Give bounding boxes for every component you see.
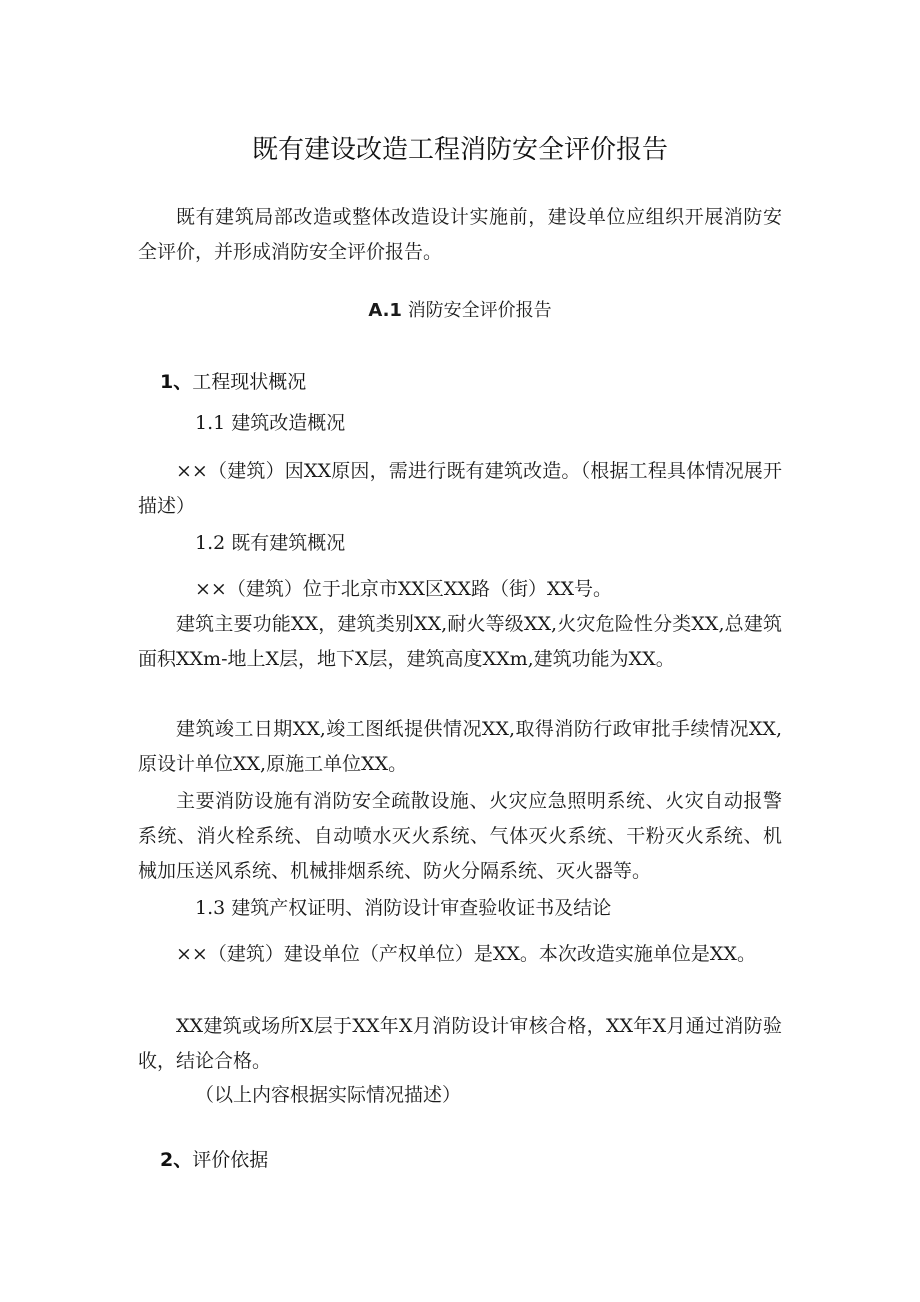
heading-2-number: 2、: [160, 1149, 193, 1171]
paragraph-1-1: ××（建筑）因XX原因，需进行既有建筑改造。（根据工程具体情况展开描述）: [138, 460, 782, 517]
paragraph-1-2-location: ××（建筑）位于北京市XX区XX路（街）XX号。: [195, 578, 612, 600]
heading-1: [160, 367, 306, 397]
paragraph-1-2-facilities: 主要消防设施有消防安全疏散设施、火灾应急照明系统、火灾自动报警系统、消火栓系统、自动喷水灭火系统、气体灭火系统、干粉灭火系统、机械加压送风系统、机械排烟系统、防火分隔系统、灭火器等。: [138, 790, 782, 882]
paragraph-1-2-completion: 建筑竣工日期XX,竣工图纸提供情况XX,取得消防行政审批手续情况XX,原设计单位XX,原施工单位XX。: [138, 718, 782, 775]
subheading-1-2: 1.2 既有建筑概况: [195, 532, 346, 554]
paragraph-1-3-note: （以上内容根据实际情况描述）: [195, 1084, 462, 1106]
section-a1-number: A.1: [368, 300, 402, 321]
section-a1-heading: [0, 296, 920, 326]
heading-1-number: 1、: [160, 371, 193, 393]
intro-paragraph: 既有建筑局部改造或整体改造设计实施前，建设单位应组织开展消防安全评价，并形成消防安全评价报告。: [138, 206, 782, 263]
heading-1-label: 工程现状概况: [192, 371, 307, 393]
paragraph-1-3-acceptance: XX建筑或场所X层于XX年X月消防设计审核合格，XX年X月通过消防验收，结论合格。: [138, 1015, 782, 1072]
section-a1-label: 消防安全评价报告: [407, 300, 552, 321]
paragraph-1-3-owner: ××（建筑）建设单位（产权单位）是XX。本次改造实施单位是XX。: [176, 943, 756, 965]
paragraph-1-2-function: 建筑主要功能XX，建筑类别XX,耐火等级XX,火灾危险性分类XX,总建筑面积XXm-地上X层，地下X层，建筑高度XXm,建筑功能为XX。: [138, 613, 782, 670]
heading-2: [160, 1145, 268, 1175]
subheading-1-3: 1.3 建筑产权证明、消防设计审查验收证书及结论: [195, 897, 612, 919]
document-title: 既有建设改造工程消防安全评价报告: [251, 135, 668, 165]
subheading-1-1: 1.1 建筑改造概况: [195, 412, 346, 434]
heading-2-label: 评价依据: [192, 1149, 269, 1171]
